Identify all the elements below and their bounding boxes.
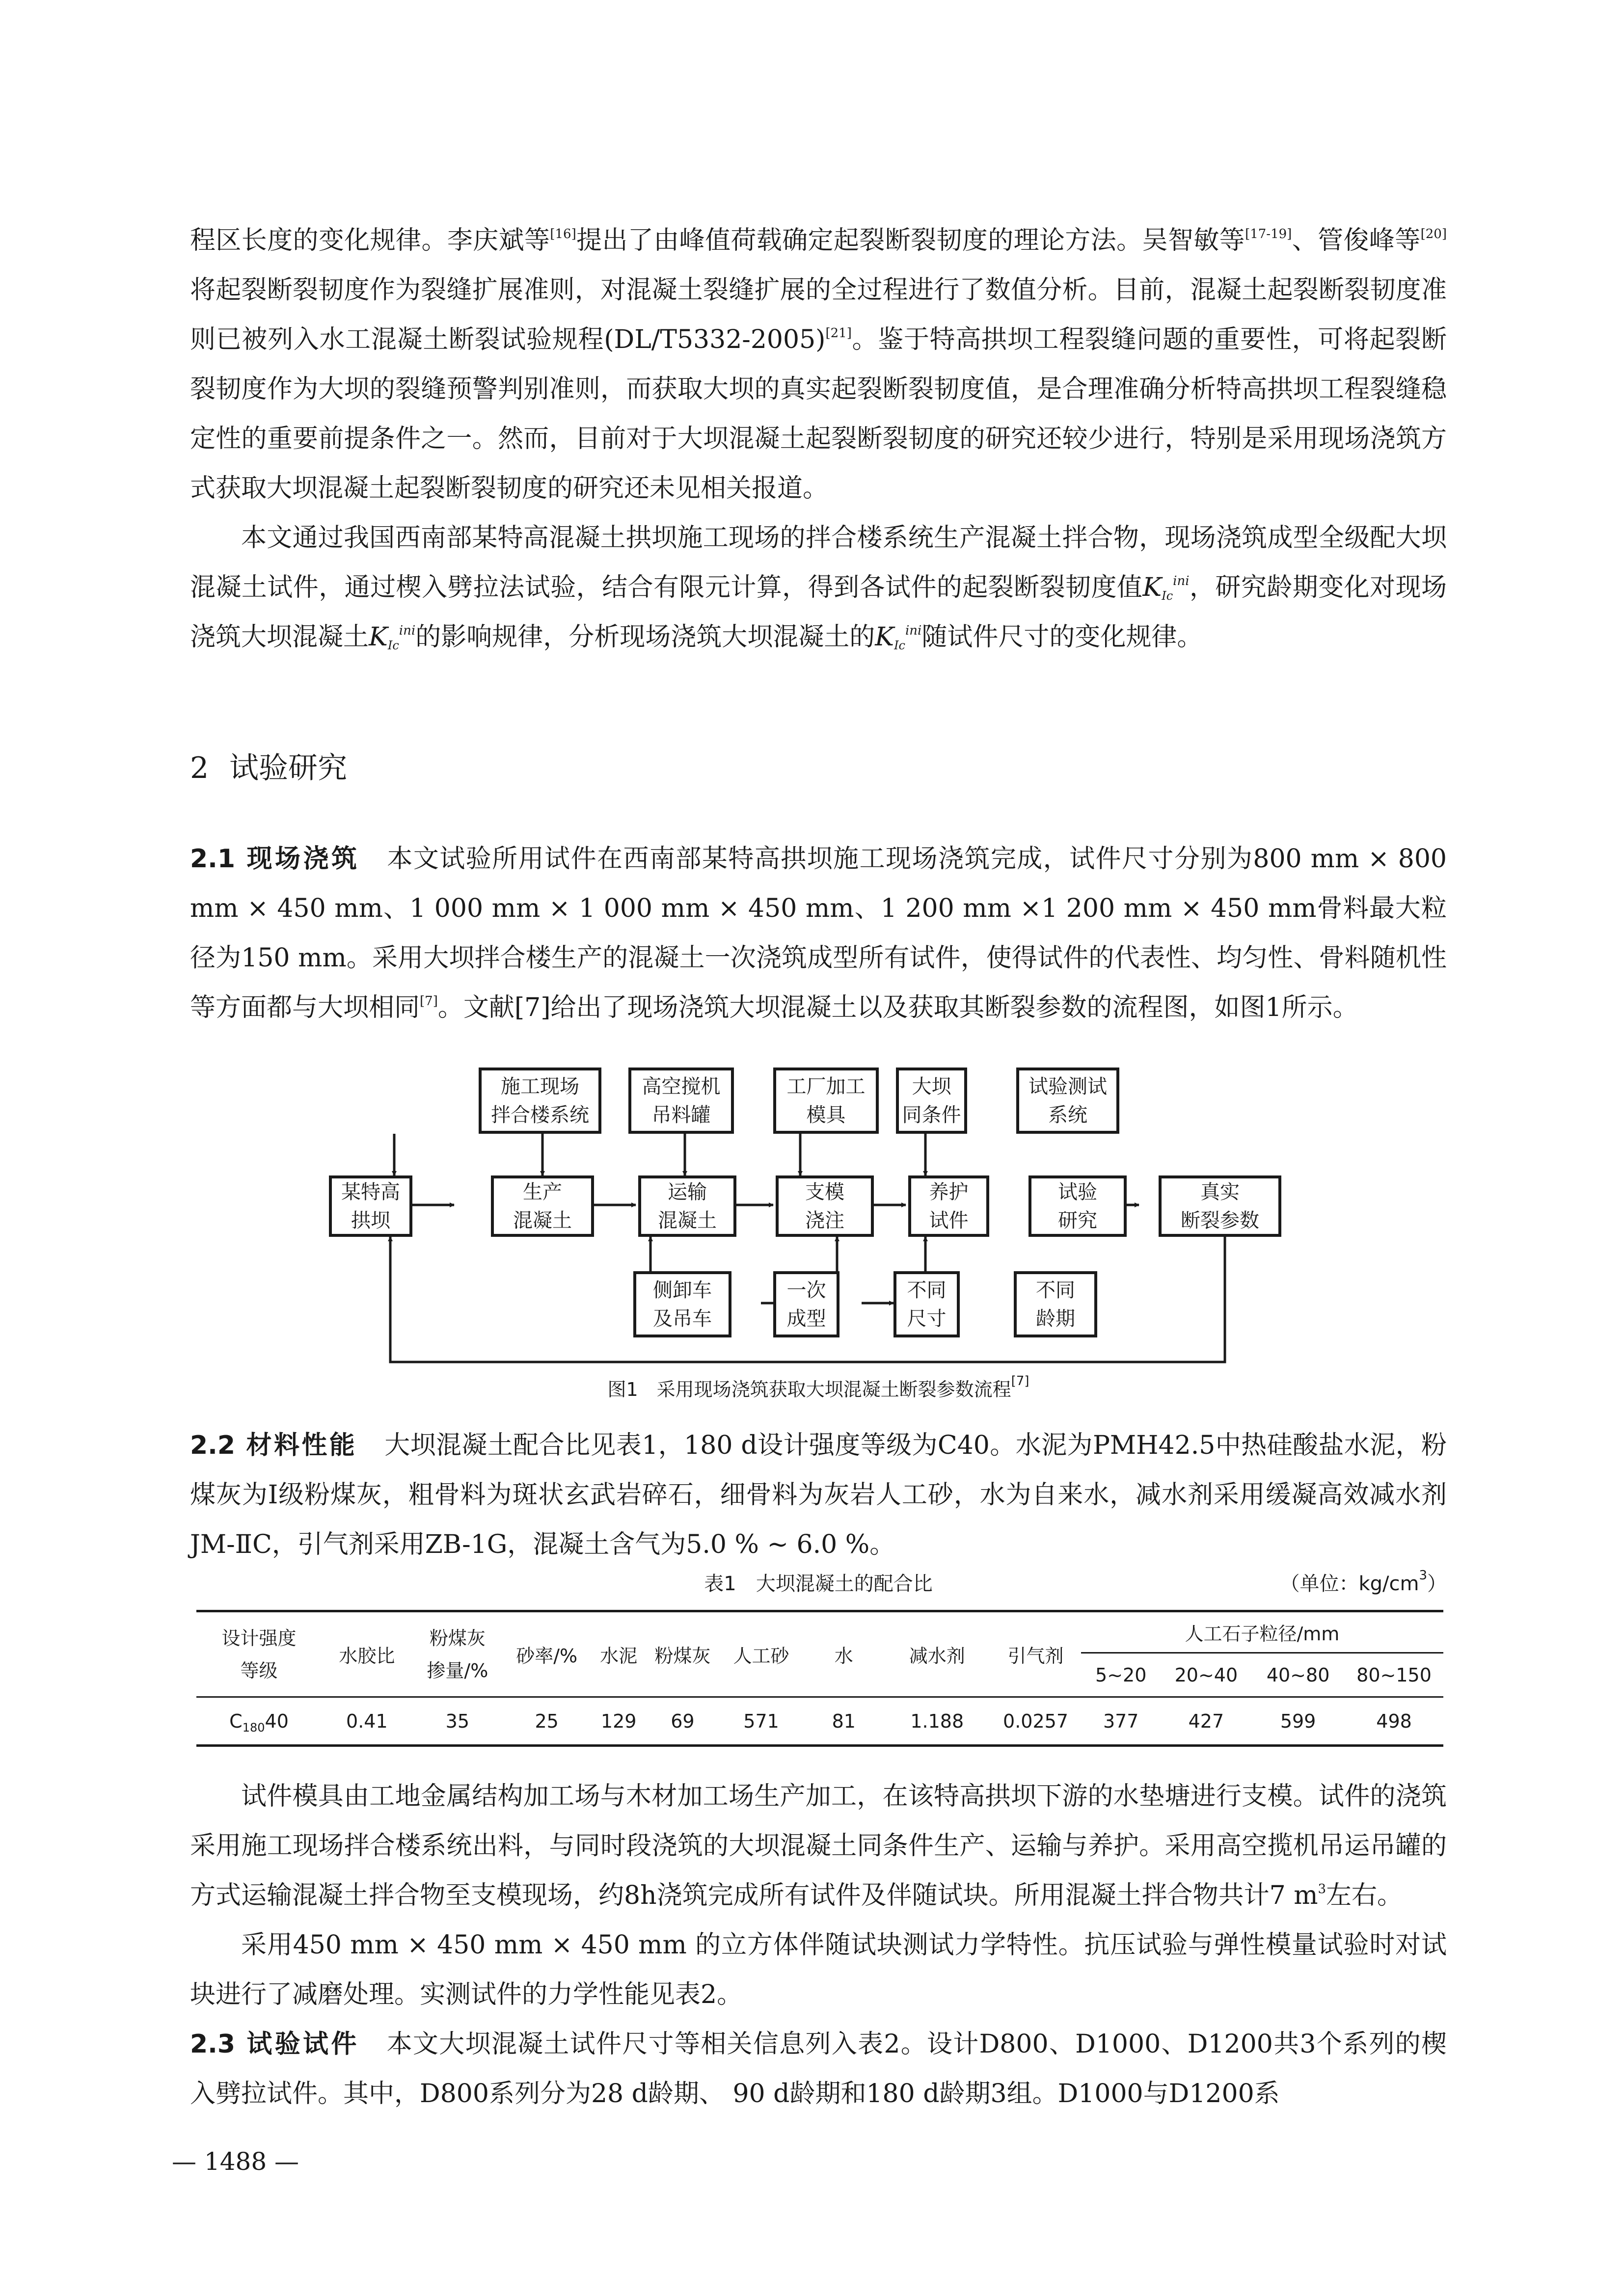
figure-caption: 图1 采用现场浇筑获取大坝混凝土断裂参数流程[7]: [607, 1374, 1029, 1400]
flow-box-arch-dam: 某特高 拱坝: [329, 1175, 412, 1237]
cell-aea: 0.0257: [990, 1697, 1081, 1746]
col-aea: 引气剂: [990, 1611, 1081, 1697]
flow-box-research: 试验 研究: [1029, 1175, 1127, 1237]
col-stone-40-80: 40~80: [1266, 1664, 1330, 1686]
flowchart-figure: [329, 1055, 1281, 1374]
cell-flyash-rate: 35: [412, 1697, 503, 1746]
section-heading: 2 试验研究: [190, 751, 347, 785]
flow-box-sizes: 不同 尺寸: [893, 1271, 960, 1337]
kic-symbol: $K_{Ic}^{ini}$: [1142, 573, 1190, 603]
paragraph-cube-test: 采用450 mm × 450 mm × 450 mm 的立方体伴随试块测试力学特性。抗压试验与弹性模量试验时对试块进行了减磨处理。实测试件的力学性能见表2。: [190, 1930, 1447, 2009]
col-flyash-rate: 粉煤灰 掺量/%: [412, 1611, 503, 1697]
kic-symbol: $K_{Ic}^{ini}$: [369, 622, 416, 652]
flow-box-ages: 不同 龄期: [1014, 1271, 1097, 1337]
cell-reducer: 1.188: [884, 1697, 990, 1746]
col-cement: 水泥: [591, 1611, 647, 1697]
flow-box-dump-truck: 侧卸车 及吊车: [633, 1271, 731, 1337]
flow-box-curing: 养护 试件: [908, 1175, 989, 1237]
col-water: 水: [804, 1611, 884, 1697]
paragraph-2: 本文通过我国西南部某特高混凝土拱坝施工现场的拌合楼系统生产混凝土拌合物，现场浇筑成型全级配大坝混凝土试件，通过楔入劈拉法试验，结合有限元计算，得到各试件的起裂断裂韧度值$K_{Ic}^{ini}$，研究龄期变化对现场浇筑大坝混凝土$K_{Ic}^{ini}$的影响规律，分析现场浇筑大坝混凝土的$K_{Ic}^{ini}$随试件尺寸的变化规律。: [190, 523, 1447, 652]
page-number: — 1488 —: [172, 2147, 299, 2176]
flow-box-dam-conditions: 大坝 同条件: [896, 1068, 967, 1134]
flow-box-transport-concrete: 运输 混凝土: [638, 1175, 736, 1237]
flow-box-fracture-params: 真实 断裂参数: [1159, 1175, 1281, 1237]
paragraph-2-1: 2.1 现场浇筑 本文试验所用试件在西南部某特高拱坝施工现场浇筑完成，试件尺寸分别为800 mm × 800 mm × 450 mm、1 000 mm × 1 000 mm × 450 mm、1 200 mm ×1 200 mm × 450 mm骨料最大粒径为150 mm。采用大坝拌合楼生产的混凝土一次浇筑成型所有试件，使得试件的代表性、均匀性、骨料随机性等方面都与大坝相同[7]。文献[7]给出了现场浇筑大坝混凝土以及获取其断裂参数的流程图，如图1所示。: [190, 844, 1447, 1022]
col-stone-20-40: 20~40: [1174, 1664, 1238, 1686]
col-reducer: 减水剂: [884, 1611, 990, 1697]
flow-box-test-system: 试验测试 系统: [1016, 1068, 1119, 1134]
cell-wb-ratio: 0.41: [322, 1697, 412, 1746]
col-grade: 设计强度 等级: [196, 1611, 322, 1697]
cell-stone-80-150: 498: [1345, 1697, 1443, 1746]
col-sand: 人工砂: [719, 1611, 804, 1697]
cell-sand: 571: [719, 1697, 804, 1746]
col-wb-ratio: 水胶比: [322, 1611, 412, 1697]
kic-symbol: $K_{Ic}^{ini}$: [875, 622, 922, 652]
subsection-2-2: [190, 1421, 1447, 1570]
flow-box-produce-concrete: 生产 混凝土: [491, 1175, 594, 1237]
col-stone-5-20: 5~20: [1095, 1664, 1147, 1686]
col-stone-80-150: 80~150: [1356, 1664, 1432, 1686]
flow-box-one-pour: 一次 成型: [773, 1271, 839, 1337]
cell-flyash: 69: [647, 1697, 719, 1746]
flow-box-formwork-pouring: 支模 浇注: [776, 1175, 874, 1237]
table-row: [196, 1697, 1443, 1746]
paragraph-2-3: 2.3 试验试件 本文大坝混凝土试件尺寸等相关信息列入表2。设计D800、D1000、D1200共3个系列的楔入劈拉试件。其中，D800系列分为28 d龄期、 90 d龄期和180 d龄期3组。D1000与D1200系: [190, 2029, 1447, 2109]
cell-water: 81: [804, 1697, 884, 1746]
intro-section: [190, 216, 1447, 662]
cell-sand-rate: 25: [503, 1697, 591, 1746]
paragraph-2-2: 2.2 材料性能 大坝混凝土配合比见表1，180 d设计强度等级为C40。水泥为PMH42.5中热硅酸盐水泥，粉煤灰为Ⅰ级粉煤灰，粗骨料为斑状玄武岩碎石，细骨料为灰岩人工砂，水为自来水，减水剂采用缓凝高效减水剂JM-ⅡC，引气剂采用ZB-1G，混凝土含气为5.0 % ~ 6.0 %。: [190, 1431, 1447, 1559]
cell-stone-40-80: 599: [1251, 1697, 1345, 1746]
paragraph-molds: 试件模具由工地金属结构加工场与木材加工场生产加工，在该特高拱坝下游的水垫塘进行支模。试件的浇筑采用施工现场拌合楼系统出料，与同时段浇筑的大坝混凝土同条件生产、运输与养护。采用高空揽机吊运吊罐的方式运输混凝土拌合物至支模现场，约8h浇筑完成所有试件及伴随试块。所用混凝土拌合物共计7 $m^3$左右。: [190, 1782, 1447, 1910]
mix-proportion-table: [196, 1610, 1443, 1747]
cell-stone-5-20: 377: [1081, 1697, 1161, 1746]
subsection-2-1: [190, 834, 1447, 1033]
flow-box-crane-bucket: 高空搅机 吊料罐: [628, 1068, 734, 1134]
cell-cement: 129: [591, 1697, 647, 1746]
col-flyash: 粉煤灰: [647, 1611, 719, 1697]
cell-grade: $C_{180}40$: [196, 1697, 322, 1746]
cell-stone-20-40: 427: [1161, 1697, 1252, 1746]
paragraph-1: 程区长度的变化规律。李庆斌等[16]提出了由峰值荷载确定起裂断裂韧度的理论方法。吴智敏等[17-19]、管俊峰等[20]将起裂断裂韧度作为裂缝扩展准则，对混凝土裂缝扩展的全过程进行了数值分析。目前，混凝土起裂断裂韧度准则已被列入水工混凝土断裂试验规程(DL/T5332-2005)[21]。鉴于特高拱坝工程裂缝问题的重要性，可将起裂断裂韧度作为大坝的裂缝预警判别准则，而获取大坝的真实起裂断裂韧度值，是合理准确分析特高拱坝工程裂缝稳定性的重要前提条件之一。然而，目前对于大坝混凝土起裂断裂韧度的研究还较少进行，特别是采用现场浇筑方式获取大坝混凝土起裂断裂韧度的研究还未见相关报道。: [190, 226, 1447, 503]
flow-box-mixing-plant: 施工现场 拌合楼系统: [479, 1068, 601, 1134]
flow-box-factory-molds: 工厂加工 模具: [773, 1068, 879, 1134]
col-sand-rate: 砂率/%: [503, 1611, 591, 1697]
col-stone-group: 人工石子粒径/mm: [1081, 1611, 1443, 1653]
table-unit: （单位：$kg/cm^3$）: [1280, 1568, 1447, 1595]
body-continued: [190, 1772, 1447, 2119]
